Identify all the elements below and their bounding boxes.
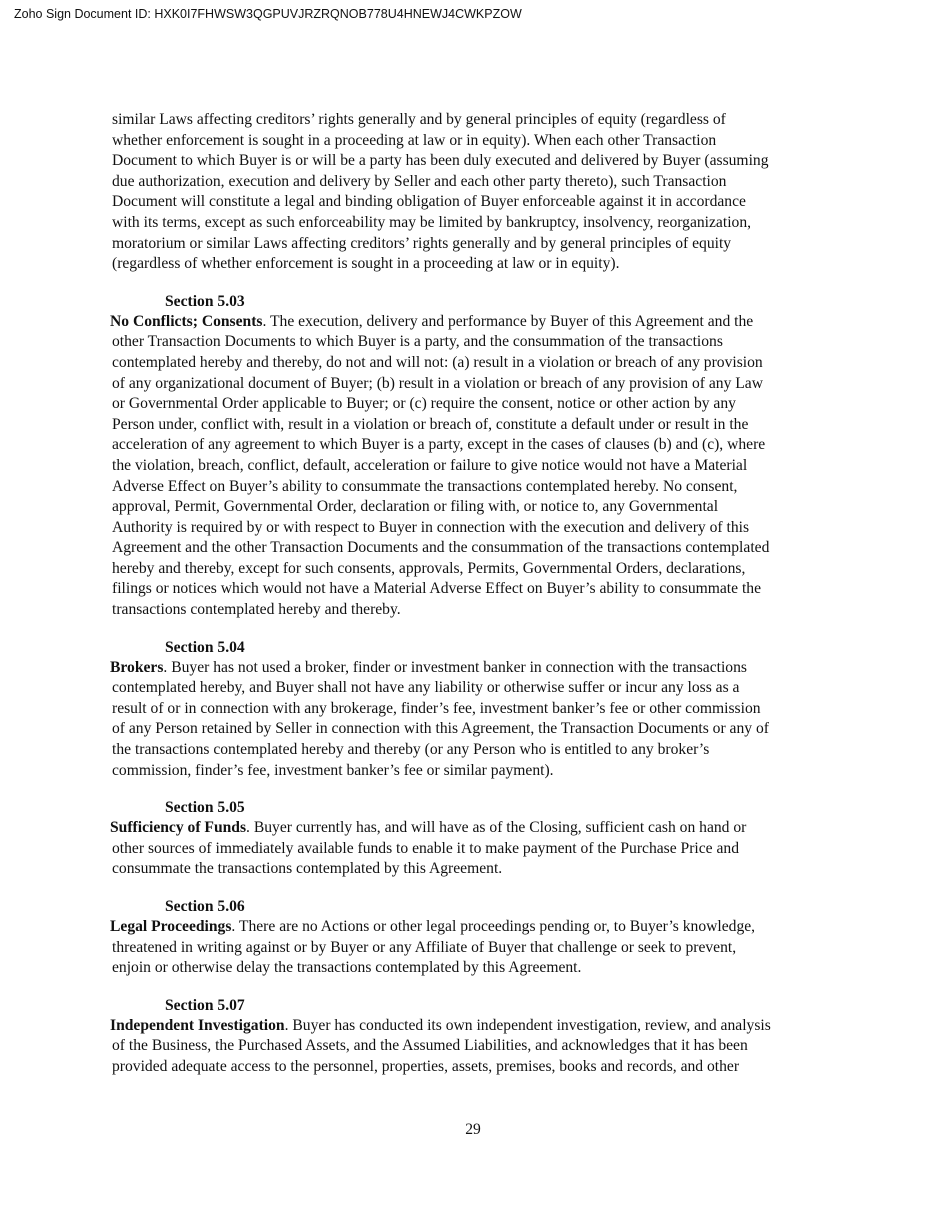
paragraph-line: with its terms, except as such enforceability may be limited by bankruptcy, insolvency, reorganization, [112, 213, 752, 231]
section-title: Independent Investigation [110, 1016, 285, 1034]
paragraph-line: similar Laws affecting creditors’ rights generally and by general principles of equity (regardless of [112, 111, 726, 128]
paragraph-line: Document to which Buyer is or will be a party has been duly executed and delivered by Buyer (assuming [112, 152, 769, 170]
paragraph-line: contemplated hereby, and Buyer shall not have any liability or otherwise suffer or incur any loss as a [112, 679, 740, 697]
paragraph-line: filings or notices which would not have a Material Adverse Effect on Buyer’s ability to consummate the [112, 580, 762, 598]
document-body [110, 110, 824, 1078]
section-heading: Section 5.04 [165, 638, 245, 656]
section-text: . Buyer has conducted its own independent investigation, review, and analysis [284, 1016, 771, 1034]
paragraph-line: Person under, conflict with, result in a violation or breach of, constitute a default under or result in the [112, 415, 749, 433]
paragraph-line: moratorium or similar Laws affecting creditors’ rights generally and by general principles of equity [112, 234, 732, 252]
document-id: Zoho Sign Document ID: HXK0I7FHWSW3QGPUVJRZRQNOB778U4HNEWJ4CWKPZOW [14, 7, 522, 21]
paragraph-line: commission, finder’s fee, investment banker’s fee or similar payment). [112, 761, 554, 779]
paragraph-line: hereby and thereby, except for such consents, approvals, Permits, Governmental Orders, declarations, [112, 559, 746, 577]
paragraph-line: of the Business, the Purchased Assets, and the Assumed Liabilities, and acknowledges that it has been [112, 1037, 748, 1055]
section-text: . The execution, delivery and performance by Buyer of this Agreement and the [262, 312, 754, 330]
paragraph-line: due authorization, execution and delivery by Seller and each other party thereto), such Transaction [112, 172, 727, 190]
paragraph-line: other Transaction Documents to which Buyer is a party, and the consummation of the transactions [112, 333, 723, 351]
section-heading: Section 5.05 [165, 799, 245, 817]
paragraph-line: consummate the transactions contemplated by this Agreement. [112, 860, 503, 878]
paragraph-first-line [110, 818, 824, 839]
paragraph-line: Authority is required by or with respect to Buyer in connection with the execution and delivery of this [112, 518, 750, 536]
section-text: . There are no Actions or other legal proceedings pending or, to Buyer’s knowledge, [231, 918, 756, 935]
section-heading: Section 5.03 [165, 292, 245, 310]
paragraph-first-line [110, 658, 824, 679]
paragraph-line: provided adequate access to the personnel, properties, assets, premises, books and records, and other [112, 1057, 740, 1075]
section-heading: Section 5.07 [165, 996, 245, 1014]
section-text: . Buyer currently has, and will have as of the Closing, sufficient cash on hand or [246, 819, 747, 837]
paragraph-line: or Governmental Order applicable to Buyer; or (c) require the consent, notice or other action by any [112, 395, 736, 413]
paragraph-line: Adverse Effect on Buyer’s ability to consummate the transactions contemplated hereby. No consent, [112, 477, 738, 495]
paragraph-line: the violation, breach, conflict, default, acceleration or failure to give notice would not have a Material [112, 456, 748, 474]
section-paragraph [110, 818, 824, 880]
paragraph-line: other sources of immediately available funds to enable it to make payment of the Purchase Price and [112, 839, 740, 857]
paragraph-line: approval, Permit, Governmental Order, declaration or filing with, or notice to, any Governmental [112, 498, 719, 516]
paragraph-line: Document will constitute a legal and binding obligation of Buyer enforceable against it in accordance [112, 193, 746, 211]
sections-container [110, 291, 824, 1078]
paragraph-line: whether enforcement is sought in a proceeding at law or in equity). When each other Transaction [112, 131, 717, 149]
section-title: Brokers [110, 658, 164, 676]
paragraph-line: (regardless of whether enforcement is sought in a proceeding at law or in equity). [112, 255, 620, 273]
paragraph-line: acceleration of any agreement to which Buyer is a party, except in the cases of clauses (b) and (c), where [112, 436, 766, 454]
section-heading: Section 5.06 [165, 898, 245, 915]
section-paragraph [110, 658, 824, 782]
paragraph-first-line [110, 917, 824, 938]
paragraph-first-line [110, 312, 824, 333]
section-title: No Conflicts; Consents [110, 312, 263, 330]
intro-paragraph [110, 110, 824, 275]
page-number: 29 [465, 1121, 481, 1138]
paragraph-line: contemplated hereby and thereby, do not and will not: (a) result in a violation or breach of any provision [112, 353, 763, 371]
paragraph-line: of any Person retained by Seller in connection with this Agreement, the Transaction Documents or any of [112, 720, 769, 738]
paragraph-first-line [110, 1016, 824, 1037]
paragraph-line: Agreement and the other Transaction Documents and the consummation of the transactions contemplated [112, 539, 770, 557]
paragraph-line: result of or in connection with any brokerage, finder’s fee, investment banker’s fee or other commission [112, 699, 761, 717]
paragraph-line: threatened in writing against or by Buyer or any Affiliate of Buyer that challenge or seek to prevent, [112, 938, 737, 956]
paragraph-line: the transactions contemplated hereby and thereby (or any Person who is entitled to any broker’s [112, 741, 710, 759]
paragraph-line: enjoin or otherwise delay the transactions contemplated by this Agreement. [112, 959, 582, 977]
section-paragraph [110, 917, 824, 979]
section-title: Legal Proceedings [110, 918, 232, 935]
paragraph-line: of any organizational document of Buyer; (b) result in a violation or breach of any provision of any Law [112, 374, 763, 392]
section-paragraph [110, 312, 824, 621]
section-paragraph [110, 1016, 824, 1078]
section-title: Sufficiency of Funds [110, 819, 247, 837]
section-text: . Buyer has not used a broker, finder or investment banker in connection with the transactions [163, 658, 747, 676]
paragraph-line: transactions contemplated hereby and thereby. [112, 601, 401, 619]
